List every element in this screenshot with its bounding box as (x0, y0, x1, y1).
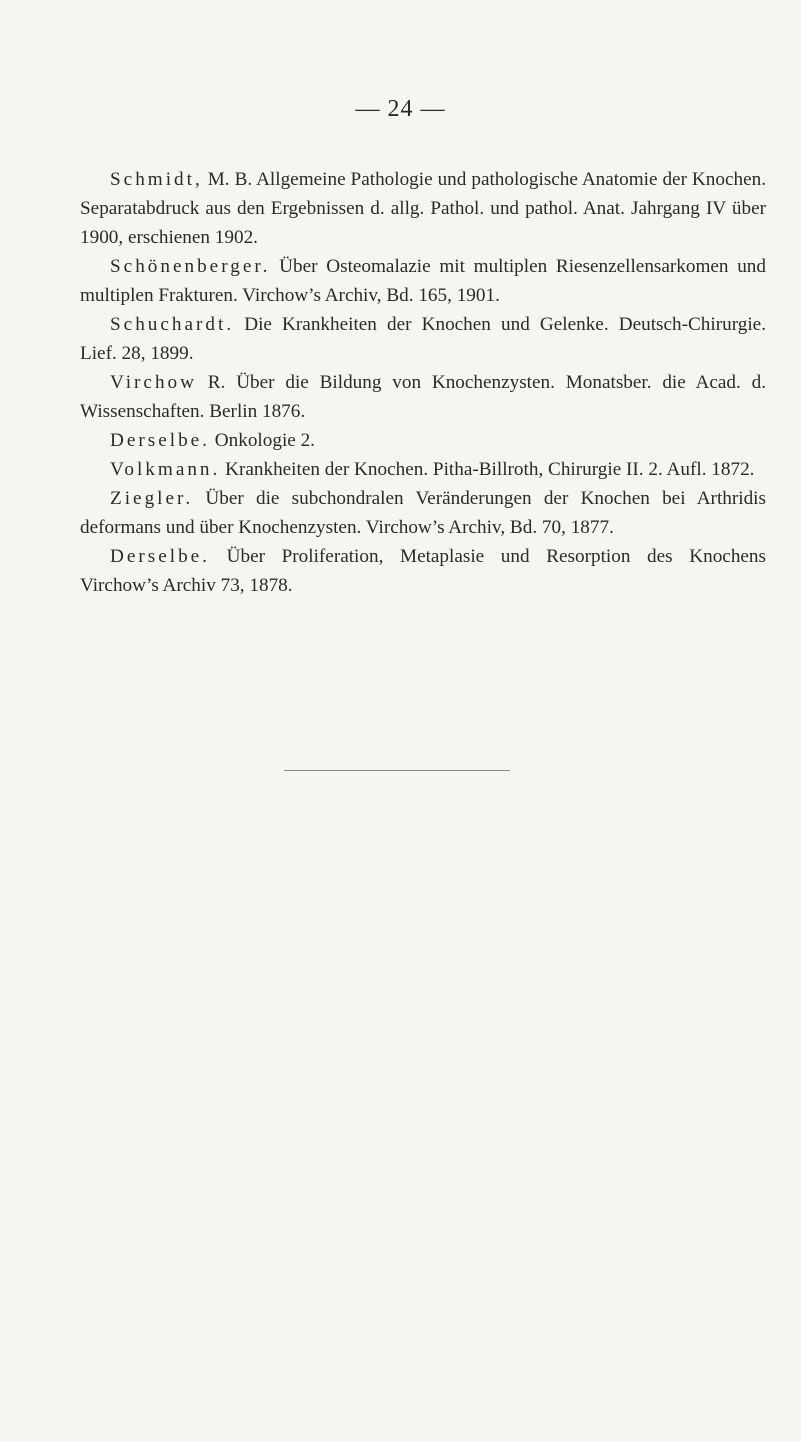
reference-author: Virchow (110, 372, 197, 393)
reference-text: Die Krankheiten der Knochen und Gelenke. Deutsch-Chirurgie. Lief. 28, 1899. (80, 314, 766, 364)
bibliography-list (80, 165, 766, 600)
reference-entry (80, 542, 766, 600)
reference-entry (80, 455, 766, 484)
reference-entry (80, 484, 766, 542)
reference-text: Onkologie 2. (209, 430, 315, 451)
page-number: — 24 — (355, 96, 446, 122)
reference-text: Über die subchondralen Veränderungen der Knochen bei Arthridis deformans und über Knochenzysten. Virchow’s Archiv, Bd. 70, 1877. (80, 488, 766, 538)
reference-author: Derselbe. (110, 546, 210, 567)
reference-text: Über Proliferation, Metaplasie und Resorption des Knochens Virchow’s Archiv 73, 1878. (80, 546, 766, 596)
reference-author: Volkmann. (110, 459, 221, 480)
reference-author: Schmidt, (110, 169, 203, 190)
reference-text: Krankheiten der Knochen. Pitha-Billroth, Chirurgie II. 2. Aufl. 1872. (220, 459, 755, 480)
reference-text: R. Über die Bildung von Knochenzysten. Monatsber. die Acad. d. Wissenschaften. Berlin 1876. (80, 372, 766, 422)
reference-entry (80, 426, 766, 455)
reference-entry (80, 368, 766, 426)
reference-author: Ziegler. (110, 488, 194, 509)
reference-text: M. B. Allgemeine Pathologie und pathologische Anatomie der Knochen. Separatabdruck aus den Ergebnissen d. allg. Pathol. und pathol. Anat. Jahrgang IV über 1900, erschienen 1902. (80, 169, 766, 248)
reference-text: Über Osteomalazie mit multiplen Riesenzellensarkomen und multiplen Frakturen. Virchow’s Archiv, Bd. 165, 1901. (80, 256, 766, 306)
end-rule-divider (284, 770, 510, 771)
reference-entry (80, 252, 766, 310)
reference-author: Schönenberger. (110, 256, 271, 277)
reference-author: Derselbe. (110, 430, 210, 451)
reference-entry (80, 310, 766, 368)
reference-author: Schuchardt. (110, 314, 235, 335)
reference-entry (80, 165, 766, 252)
